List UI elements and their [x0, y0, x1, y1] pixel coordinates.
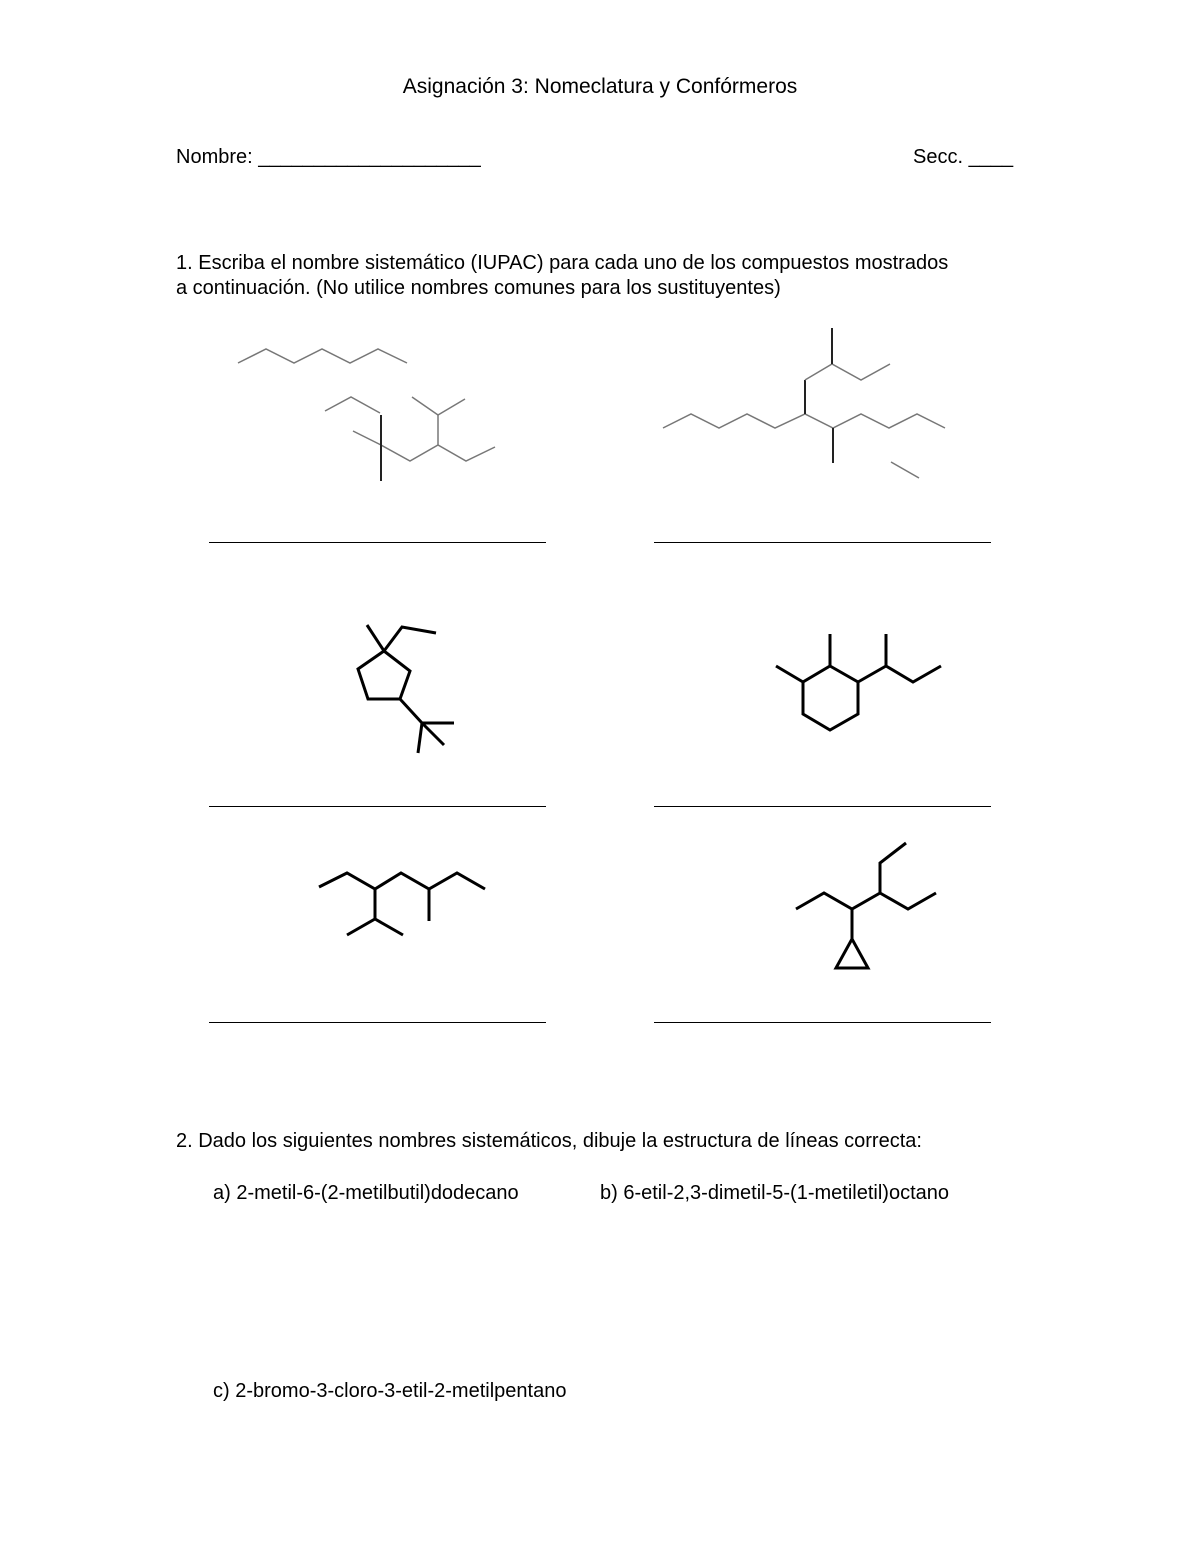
- branched-alkane-structure-2: [655, 320, 955, 485]
- branched-alkane-structure-1: [225, 335, 515, 490]
- question-2-item-c: c) 2-bromo-3-cloro-3-etil-2-metilpentano: [213, 1380, 567, 1402]
- answer-line-6[interactable]: [654, 1022, 991, 1023]
- cyclopropyl-alkane-structure: [790, 835, 940, 975]
- section-field[interactable]: Secc. ____: [913, 146, 1014, 168]
- cyclopentane-structure: [350, 615, 460, 760]
- answer-line-1[interactable]: [209, 542, 546, 543]
- branched-alkane-structure-5: [315, 865, 495, 945]
- question-1-prompt-line-2: a continuación. (No utilice nombres comunes para los sustituyentes): [176, 277, 781, 299]
- cyclohexane-structure: [770, 630, 950, 740]
- question-2-prompt: 2. Dado los siguientes nombres sistemáticos, dibuje la estructura de líneas correcta:: [176, 1130, 922, 1152]
- page-title: Asignación 3: Nomeclatura y Confórmeros: [402, 75, 798, 98]
- answer-line-4[interactable]: [654, 806, 991, 807]
- answer-line-3[interactable]: [209, 806, 546, 807]
- answer-line-2[interactable]: [654, 542, 991, 543]
- question-1-prompt-line-1: 1. Escriba el nombre sistemático (IUPAC) para cada uno de los compuestos mostrados: [176, 252, 949, 274]
- question-2-item-a: a) 2-metil-6-(2-metilbutil)dodecano: [213, 1182, 519, 1204]
- question-2-item-b: b) 6-etil-2,3-dimetil-5-(1-metiletil)octano: [600, 1182, 949, 1204]
- answer-line-5[interactable]: [209, 1022, 546, 1023]
- name-field[interactable]: Nombre: ____________________: [176, 146, 481, 168]
